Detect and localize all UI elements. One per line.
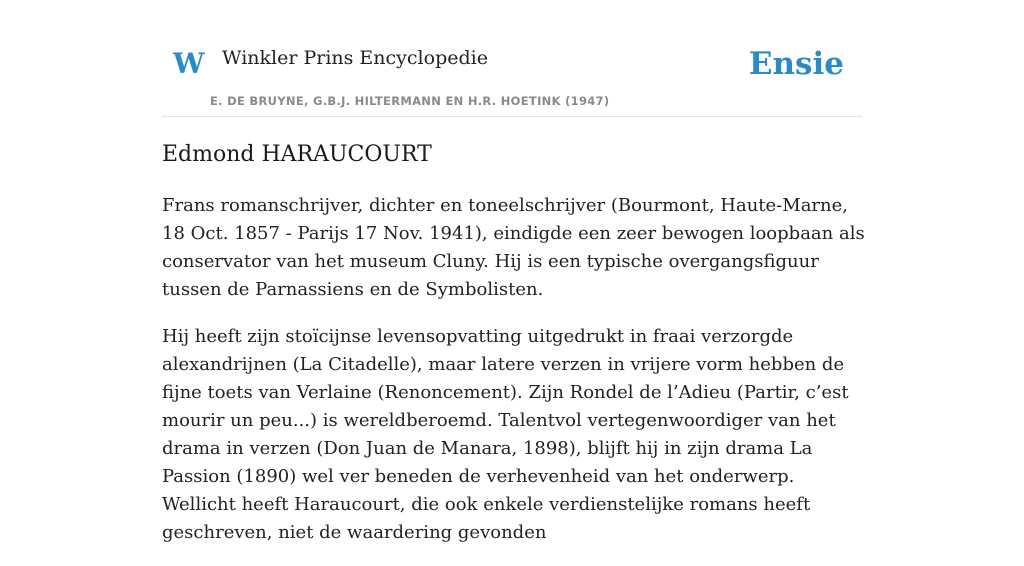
source-title[interactable]: Winkler Prins Encyclopedie — [222, 47, 488, 69]
article-body — [162, 192, 867, 566]
source-header — [162, 0, 862, 117]
article-paragraph: Frans romanschrijver, dichter en toneelschrijver (Bourmont, Haute-Marne, 18 Oct. 1857 - Parijs 17 Nov. 1941), eindigde een zeer bewogen loopbaan als conservator van het museum Cluny. Hij is een typische overgangsfiguur tussen de Parnassiens en de Symbolisten. — [162, 195, 865, 300]
article-title: Edmond HARAUCOURT — [162, 142, 432, 167]
article-paragraph: Hij heeft zijn stoïcijnse levensopvatting uitgedrukt in fraai verzorgde alexandrijnen (La Citadelle), maar latere verzen in vrijere vorm hebben de fijne toets van Verlaine (Renoncement). Zijn Rondel de l’Adieu (Partir, c’est mourir un peu...) is wereldberoemd. Talentvol vertegenwoordiger van het drama in verzen (Don Juan de Manara, 1898), blijft hij in zijn drama La Passion (1890) wel ver beneden de verhevenheid van het onderwerp. Wellicht heeft Haraucourt, die ook enkele verdienstelijke romans heeft geschreven, niet de waardering gevonden — [162, 326, 849, 543]
ensie-logo[interactable]: Ensie — [748, 46, 844, 82]
source-authors: E. DE BRUYNE, G.B.J. HILTERMANN EN H.R. HOETINK (1947) — [210, 94, 610, 108]
winkler-prins-logo[interactable]: W — [173, 47, 205, 80]
